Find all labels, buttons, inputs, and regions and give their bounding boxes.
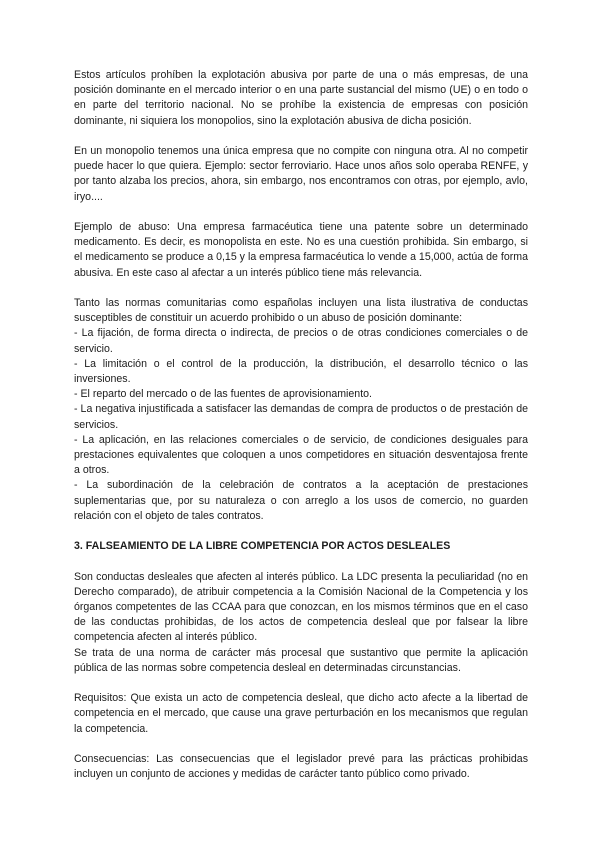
list-item: - La subordinación de la celebración de contratos a la aceptación de prestaciones suplementarias que, por su naturaleza o con arreglo a los usos de comercio, no guarden relación con el objeto de tales contratos. bbox=[74, 479, 528, 522]
list-item: - La limitación o el control de la producción, la distribución, el desarrollo técnico o las inversiones. bbox=[74, 357, 528, 386]
paragraph-procedural-norm: Se trata de una norma de carácter más procesal que sustantivo que permite la aplicación pública de las normas sobre competencia desleal en determinadas circunstancias. bbox=[74, 646, 528, 674]
list-item: - La negativa injustificada a satisfacer las demandas de compra de productos o de prestación de servicios. bbox=[74, 403, 528, 431]
paragraph-unfair-conduct: Son conductas desleales que afecten al interés público. La LDC presenta la peculiaridad (no en Derecho comparado), de atribuir competencia a la Comisión Nacional de la Competencia y los órganos competentes de las CCAA para que conozcan, en los mismos términos que en el caso de las conductas prohibidas, de los actos de competencia desleal que por falsear la libre competencia afecten al interés público. bbox=[74, 570, 528, 644]
paragraph-abuse-prohibition: Estos artículos prohíben la explotación abusiva por parte de una o más empresas, de una posición dominante en el mercado interior o en una parte sustancial del mismo (UE) o en todo o en parte del territorio nacional. No se prohíbe la existencia de empresas con posición dominante, ni siquiera los monopolios, sino la explotación abusiva de dicha posición. bbox=[74, 69, 528, 127]
document-page bbox=[74, 68, 528, 782]
paragraph-consequences: Consecuencias: Las consecuencias que el legislador prevé para las prácticas prohibidas incluyen un conjunto de acciones y medidas de carácter tanto público como privado. bbox=[74, 753, 528, 781]
paragraph-monopoly: En un monopolio tenemos una única empresa que no compite con ninguna otra. Al no competir puede hacer lo que quiera. Ejemplo: sector ferroviario. Hace unos años solo operaba RENFE, y por tanto alzaba los precios, ahora, sin embargo, nos encontramos con otras, por ejemplo, avlo, iryo.... bbox=[74, 145, 528, 203]
paragraph-abuse-example: Ejemplo de abuso: Una empresa farmacéutica tiene una patente sobre un determinado medicamento. Es decir, es monopolista en este. No es una cuestión prohibida. Sin embargo, si el medicamento se produce a 0,15 y la empresa farmacéutica lo vende a 15,000, actúa de forma abusiva. En este caso al afectar a un interés público tiene más relevancia. bbox=[74, 221, 528, 279]
list-item: - La aplicación, en las relaciones comerciales o de servicio, de condiciones desiguales para prestaciones equivalentes que coloquen a unos competidores en situación desventajosa frente a otros. bbox=[74, 433, 528, 477]
list-item: - La fijación, de forma directa o indirecta, de precios o de otras condiciones comerciales o de servicio. bbox=[74, 327, 528, 355]
paragraph-requirements: Requisitos: Que exista un acto de competencia desleal, que dicho acto afecte a la libertad de competencia en el mercado, que cause una grave perturbación en los mecanismos que regulan la competencia. bbox=[74, 692, 528, 735]
paragraph-conducts-intro: Tanto las normas comunitarias como españolas incluyen una lista ilustrativa de conductas susceptibles de constituir un acuerdo prohibido o un abuso de posición dominante: bbox=[74, 297, 528, 325]
list-item: - El reparto del mercado o de las fuentes de aprovisionamiento. bbox=[74, 388, 372, 401]
section-heading: 3. FALSEAMIENTO DE LA LIBRE COMPETENCIA POR ACTOS DESLEALES bbox=[74, 540, 451, 553]
